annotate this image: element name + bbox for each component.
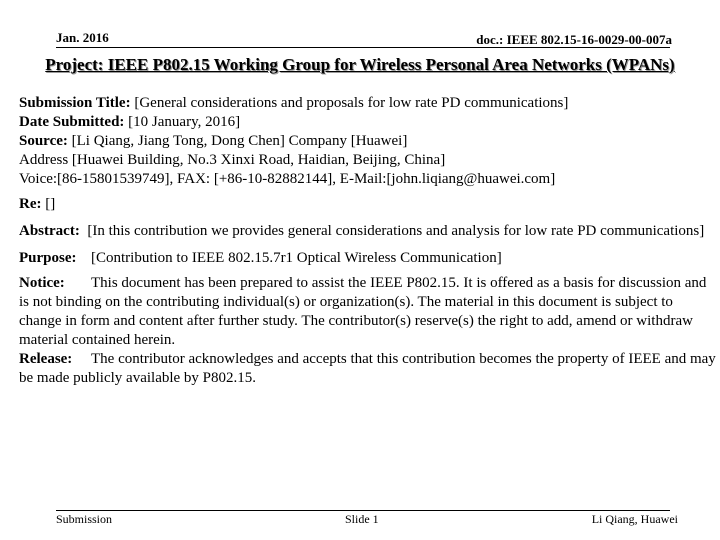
project-title: Project: IEEE P802.15 Working Group for Wireless Personal Area Networks (WPANs) xyxy=(45,55,675,74)
release-label: Release: xyxy=(19,351,73,367)
notice-line xyxy=(19,274,717,350)
submission-title-value: [General considerations and proposals for low rate PD communications] xyxy=(134,95,569,111)
purpose-label: Purpose: xyxy=(19,250,77,266)
notice-value: This document has been prepared to assist the IEEE P802.15. It is offered as a basis for discussion and is not binding on the contributing individual(s) or organization(s). The material in this document is subject to change in form and content after further study. The contributor(s) reserve(s) the right to add, amend or withdraw material contained herein. xyxy=(19,275,707,348)
date-submitted-label: Date Submitted: xyxy=(19,114,125,130)
re-line xyxy=(19,195,717,214)
footer-slide-number: Slide 1 xyxy=(345,512,379,526)
date-submitted-line xyxy=(19,113,717,132)
re-label: Re: xyxy=(19,196,42,212)
abstract-value: [In this contribution we provides general considerations and analysis for low rate PD communications] xyxy=(87,223,705,239)
address-line: Address [Huawei Building, No.3 Xinxi Road, Haidian, Beijing, China] xyxy=(19,152,446,168)
header-date: Jan. 2016 xyxy=(56,30,109,45)
footer-author: Li Qiang, Huawei xyxy=(591,512,678,526)
notice-label: Notice: xyxy=(19,275,65,291)
footer-submission: Submission xyxy=(56,512,113,526)
abstract-line xyxy=(19,222,717,241)
header-divider xyxy=(56,47,670,48)
abstract-label: Abstract: xyxy=(19,223,80,239)
purpose-value: [Contribution to IEEE 802.15.7r1 Optical Wireless Communication] xyxy=(91,250,502,266)
date-submitted-value: [10 January, 2016] xyxy=(128,114,241,130)
purpose-line xyxy=(19,249,717,268)
release-value: The contributor acknowledges and accepts that this contribution becomes the property of IEEE and may be made publicly available by P802.15. xyxy=(19,351,716,386)
submission-title-line xyxy=(19,94,717,113)
header-doc-id: doc.: IEEE 802.15-16-0029-00-007a xyxy=(476,32,672,47)
document-body xyxy=(19,94,717,388)
release-line xyxy=(19,350,717,388)
submission-title-label: Submission Title: xyxy=(19,95,131,111)
footer-divider xyxy=(56,510,670,511)
source-value: [Li Qiang, Jiang Tong, Dong Chen] Company [Huawei] xyxy=(71,133,408,149)
re-value: [] xyxy=(45,196,56,212)
voice-line: Voice:[86-15801539749], FAX: [+86-10-82882144], E-Mail:[john.liqiang@huawei.com] xyxy=(19,171,556,187)
source-line xyxy=(19,132,717,151)
source-label: Source: xyxy=(19,133,68,149)
